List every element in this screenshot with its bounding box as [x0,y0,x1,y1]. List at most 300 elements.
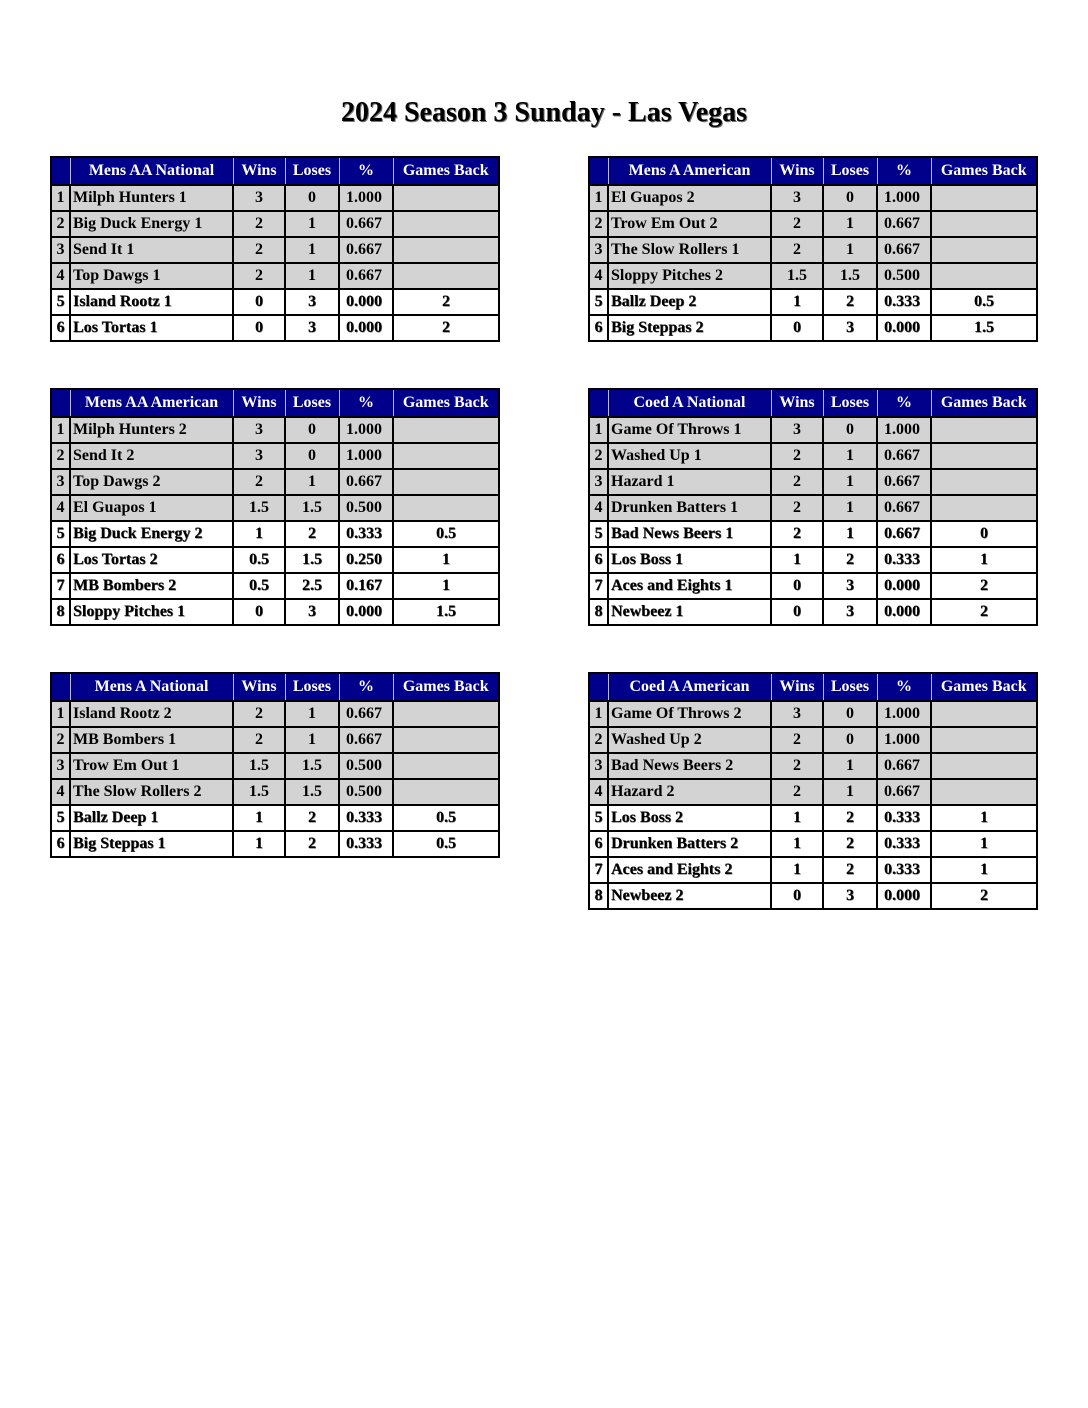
table-row [51,185,499,211]
table-row [589,779,1037,805]
header-wins: Wins [771,673,823,701]
team-cell: Send It 2 [70,443,233,469]
team-cell: Los Boss 2 [608,805,771,831]
team-cell: Milph Hunters 2 [70,417,233,443]
rank-cell: 5 [589,805,608,831]
header-games-back: Games Back [931,389,1037,417]
games-back-cell: 1 [931,857,1037,883]
rank-cell: 5 [51,805,70,831]
games-back-cell [931,753,1037,779]
table-row [51,417,499,443]
wins-cell: 0 [771,315,823,341]
games-back-cell [393,443,499,469]
loses-cell: 0 [285,185,339,211]
table-row [589,289,1037,315]
header-wins: Wins [233,673,285,701]
team-cell: Hazard 1 [608,469,771,495]
header-games-back: Games Back [393,157,499,185]
rank-cell: 1 [51,185,70,211]
rank-cell: 1 [589,417,608,443]
header-games-back: Games Back [393,673,499,701]
pct-cell: 0.667 [877,779,931,805]
table-row [589,857,1037,883]
pct-cell: 0.000 [877,883,931,909]
rank-cell: 2 [51,443,70,469]
pct-cell: 0.333 [877,805,931,831]
loses-cell: 2 [285,831,339,857]
team-cell: Newbeez 2 [608,883,771,909]
wins-cell: 1 [233,805,285,831]
header-pct: % [877,157,931,185]
games-back-cell: 1 [931,805,1037,831]
header-row [51,157,499,185]
wins-cell: 1 [233,831,285,857]
table-row [51,469,499,495]
rank-cell: 6 [589,315,608,341]
table-row [589,727,1037,753]
rank-cell: 6 [51,315,70,341]
loses-cell: 1 [285,469,339,495]
division-table [588,388,1038,626]
pct-cell: 0.667 [339,211,393,237]
pct-cell: 0.500 [339,495,393,521]
header-rank [589,157,608,185]
table-row [51,289,499,315]
table-row [51,495,499,521]
rank-cell: 4 [589,495,608,521]
division-name: Coed A American [608,673,771,701]
team-cell: Los Tortas 2 [70,547,233,573]
pct-cell: 1.000 [877,417,931,443]
games-back-cell [393,469,499,495]
pct-cell: 1.000 [877,185,931,211]
games-back-cell [393,779,499,805]
table-row [589,753,1037,779]
loses-cell: 0 [823,185,877,211]
wins-cell: 1 [771,289,823,315]
team-cell: Washed Up 2 [608,727,771,753]
rank-cell: 5 [589,521,608,547]
pct-cell: 0.167 [339,573,393,599]
pct-cell: 0.000 [339,289,393,315]
pct-cell: 1.000 [877,727,931,753]
table-row [51,443,499,469]
rank-cell: 8 [51,599,70,625]
loses-cell: 0 [823,727,877,753]
team-cell: Los Tortas 1 [70,315,233,341]
table-row [51,805,499,831]
loses-cell: 2 [823,547,877,573]
rank-cell: 6 [589,547,608,573]
wins-cell: 1 [771,805,823,831]
loses-cell: 0 [823,417,877,443]
rank-cell: 6 [589,831,608,857]
loses-cell: 1.5 [285,495,339,521]
games-back-cell: 1 [393,547,499,573]
table-row [51,599,499,625]
team-cell: Aces and Eights 2 [608,857,771,883]
rank-cell: 1 [51,701,70,727]
games-back-cell: 0 [931,521,1037,547]
table-row [589,547,1037,573]
wins-cell: 1 [771,831,823,857]
wins-cell: 2 [771,779,823,805]
table-row [589,573,1037,599]
games-back-cell: 0.5 [393,805,499,831]
table-row [589,831,1037,857]
loses-cell: 0 [285,443,339,469]
team-cell: Aces and Eights 1 [608,573,771,599]
team-cell: Island Rootz 2 [70,701,233,727]
wins-cell: 1 [233,521,285,547]
pct-cell: 0.250 [339,547,393,573]
wins-cell: 2 [233,263,285,289]
wins-cell: 1.5 [233,753,285,779]
wins-cell: 2 [771,727,823,753]
pct-cell: 0.500 [339,779,393,805]
loses-cell: 0 [285,417,339,443]
header-loses: Loses [285,389,339,417]
wins-cell: 2 [233,701,285,727]
table-row [51,701,499,727]
team-cell: Big Steppas 2 [608,315,771,341]
rank-cell: 3 [589,469,608,495]
games-back-cell: 2 [931,883,1037,909]
wins-cell: 0 [771,573,823,599]
header-wins: Wins [771,389,823,417]
rank-cell: 2 [51,727,70,753]
header-wins: Wins [771,157,823,185]
team-cell: The Slow Rollers 1 [608,237,771,263]
games-back-cell: 1 [393,573,499,599]
wins-cell: 0.5 [233,547,285,573]
pct-cell: 0.000 [339,599,393,625]
division-name: Mens A American [608,157,771,185]
games-back-cell: 0.5 [393,831,499,857]
team-cell: Los Boss 1 [608,547,771,573]
header-row [51,389,499,417]
table-row [589,805,1037,831]
header-loses: Loses [823,673,877,701]
pct-cell: 0.000 [877,315,931,341]
table-row [51,315,499,341]
rank-cell: 5 [589,289,608,315]
loses-cell: 2 [823,289,877,315]
pct-cell: 0.000 [339,315,393,341]
header-games-back: Games Back [931,157,1037,185]
rank-cell: 4 [51,263,70,289]
loses-cell: 1 [823,211,877,237]
table-row [51,547,499,573]
pct-cell: 0.667 [339,237,393,263]
division-table [50,388,500,626]
wins-cell: 2 [233,469,285,495]
header-games-back: Games Back [393,389,499,417]
loses-cell: 2 [823,805,877,831]
division-table [588,672,1038,910]
header-games-back: Games Back [931,673,1037,701]
wins-cell: 3 [233,443,285,469]
division-name: Mens A National [70,673,233,701]
games-back-cell: 0.5 [931,289,1037,315]
table-row [589,701,1037,727]
rank-cell: 1 [589,701,608,727]
pct-cell: 0.667 [877,443,931,469]
table-row [51,573,499,599]
team-cell: Big Steppas 1 [70,831,233,857]
games-back-cell [931,263,1037,289]
header-pct: % [877,389,931,417]
wins-cell: 2 [771,521,823,547]
wins-cell: 3 [771,701,823,727]
rank-cell: 3 [51,469,70,495]
pct-cell: 0.667 [877,495,931,521]
games-back-cell [931,495,1037,521]
loses-cell: 2 [285,521,339,547]
header-loses: Loses [823,157,877,185]
loses-cell: 1 [823,495,877,521]
wins-cell: 0 [233,289,285,315]
table-row [51,521,499,547]
team-cell: Newbeez 1 [608,599,771,625]
rank-cell: 6 [51,831,70,857]
loses-cell: 1 [285,263,339,289]
games-back-cell: 0.5 [393,521,499,547]
table-row [589,443,1037,469]
team-cell: Bad News Beers 2 [608,753,771,779]
rank-cell: 1 [589,185,608,211]
rank-cell: 4 [51,779,70,805]
wins-cell: 1.5 [771,263,823,289]
header-loses: Loses [823,389,877,417]
rank-cell: 8 [589,883,608,909]
pct-cell: 0.333 [877,857,931,883]
team-cell: Drunken Batters 2 [608,831,771,857]
games-back-cell [931,417,1037,443]
pct-cell: 0.667 [339,263,393,289]
team-cell: Ballz Deep 1 [70,805,233,831]
loses-cell: 1 [823,469,877,495]
wins-cell: 2 [771,443,823,469]
rank-cell: 7 [51,573,70,599]
pct-cell: 0.333 [877,547,931,573]
header-rank [51,389,70,417]
loses-cell: 3 [823,599,877,625]
table-row [51,211,499,237]
team-cell: El Guapos 1 [70,495,233,521]
team-cell: MB Bombers 1 [70,727,233,753]
rank-cell: 7 [589,857,608,883]
games-back-cell [931,443,1037,469]
division-name: Coed A National [608,389,771,417]
header-pct: % [339,673,393,701]
wins-cell: 3 [771,185,823,211]
games-back-cell: 1.5 [393,599,499,625]
page-title: 2024 Season 3 Sunday - Las Vegas [340,97,748,128]
team-cell: Sloppy Pitches 2 [608,263,771,289]
loses-cell: 1 [823,753,877,779]
pct-cell: 1.000 [339,417,393,443]
games-back-cell: 2 [393,289,499,315]
wins-cell: 1.5 [233,779,285,805]
table-row [589,417,1037,443]
team-cell: Sloppy Pitches 1 [70,599,233,625]
table-row [589,211,1037,237]
table-row [51,263,499,289]
games-back-cell [393,417,499,443]
loses-cell: 1.5 [285,779,339,805]
pct-cell: 1.000 [877,701,931,727]
pct-cell: 0.333 [339,831,393,857]
games-back-cell [393,701,499,727]
header-wins: Wins [233,389,285,417]
table-row [589,521,1037,547]
games-back-cell [393,727,499,753]
loses-cell: 1 [285,211,339,237]
wins-cell: 0 [233,599,285,625]
header-row [589,157,1037,185]
rank-cell: 5 [51,521,70,547]
table-row [589,495,1037,521]
wins-cell: 0 [771,883,823,909]
loses-cell: 2 [823,831,877,857]
games-back-cell [393,211,499,237]
loses-cell: 1.5 [285,547,339,573]
loses-cell: 0 [823,701,877,727]
loses-cell: 1.5 [823,263,877,289]
loses-cell: 3 [285,289,339,315]
games-back-cell: 1.5 [931,315,1037,341]
pct-cell: 0.500 [877,263,931,289]
pct-cell: 1.000 [339,185,393,211]
wins-cell: 2 [771,211,823,237]
header-pct: % [339,389,393,417]
pct-cell: 0.667 [877,237,931,263]
team-cell: Washed Up 1 [608,443,771,469]
rank-cell: 7 [589,573,608,599]
pct-cell: 1.000 [339,443,393,469]
games-back-cell: 2 [393,315,499,341]
header-pct: % [339,157,393,185]
loses-cell: 1 [823,443,877,469]
team-cell: Top Dawgs 1 [70,263,233,289]
wins-cell: 3 [233,185,285,211]
team-cell: Ballz Deep 2 [608,289,771,315]
games-back-cell [931,211,1037,237]
games-back-cell [931,701,1037,727]
rank-cell: 4 [589,779,608,805]
wins-cell: 2 [233,237,285,263]
pct-cell: 0.500 [339,753,393,779]
loses-cell: 3 [285,599,339,625]
pct-cell: 0.667 [339,469,393,495]
games-back-cell [393,753,499,779]
wins-cell: 2 [233,727,285,753]
team-cell: El Guapos 2 [608,185,771,211]
games-back-cell: 1 [931,831,1037,857]
rank-cell: 3 [589,237,608,263]
loses-cell: 1.5 [285,753,339,779]
pct-cell: 0.667 [877,469,931,495]
team-cell: Trow Em Out 2 [608,211,771,237]
wins-cell: 2 [233,211,285,237]
loses-cell: 1 [285,701,339,727]
table-row [589,599,1037,625]
table-row [51,753,499,779]
wins-cell: 2 [771,237,823,263]
team-cell: Top Dawgs 2 [70,469,233,495]
loses-cell: 3 [823,573,877,599]
table-row [589,237,1037,263]
loses-cell: 3 [823,883,877,909]
rank-cell: 3 [51,237,70,263]
rank-cell: 4 [589,263,608,289]
header-loses: Loses [285,157,339,185]
team-cell: Send It 1 [70,237,233,263]
rank-cell: 2 [589,727,608,753]
pct-cell: 0.333 [339,805,393,831]
team-cell: MB Bombers 2 [70,573,233,599]
games-back-cell [931,727,1037,753]
pct-cell: 0.000 [877,573,931,599]
table-row [589,315,1037,341]
loses-cell: 1 [823,521,877,547]
pct-cell: 0.667 [877,521,931,547]
loses-cell: 1 [823,779,877,805]
games-back-cell [393,237,499,263]
wins-cell: 0 [771,599,823,625]
wins-cell: 2 [771,469,823,495]
team-cell: Drunken Batters 1 [608,495,771,521]
table-row [51,831,499,857]
rank-cell: 8 [589,599,608,625]
header-rank [51,157,70,185]
header-pct: % [877,673,931,701]
team-cell: Big Duck Energy 1 [70,211,233,237]
games-back-cell [393,185,499,211]
rank-cell: 5 [51,289,70,315]
wins-cell: 3 [233,417,285,443]
games-back-cell [931,469,1037,495]
pct-cell: 0.667 [339,727,393,753]
table-row [589,469,1037,495]
wins-cell: 2 [771,495,823,521]
games-back-cell [393,495,499,521]
header-rank [589,389,608,417]
pct-cell: 0.333 [877,289,931,315]
division-name: Mens AA American [70,389,233,417]
team-cell: Island Rootz 1 [70,289,233,315]
pct-cell: 0.667 [877,211,931,237]
pct-cell: 0.000 [877,599,931,625]
rank-cell: 6 [51,547,70,573]
team-cell: Milph Hunters 1 [70,185,233,211]
team-cell: Big Duck Energy 2 [70,521,233,547]
loses-cell: 2 [285,805,339,831]
pct-cell: 0.333 [877,831,931,857]
team-cell: Game Of Throws 1 [608,417,771,443]
wins-cell: 0 [233,315,285,341]
loses-cell: 1 [285,237,339,263]
games-back-cell [931,237,1037,263]
table-row [589,883,1037,909]
loses-cell: 2 [823,857,877,883]
rank-cell: 2 [589,211,608,237]
pct-cell: 0.667 [339,701,393,727]
division-table [50,672,500,858]
table-row [51,779,499,805]
wins-cell: 0.5 [233,573,285,599]
